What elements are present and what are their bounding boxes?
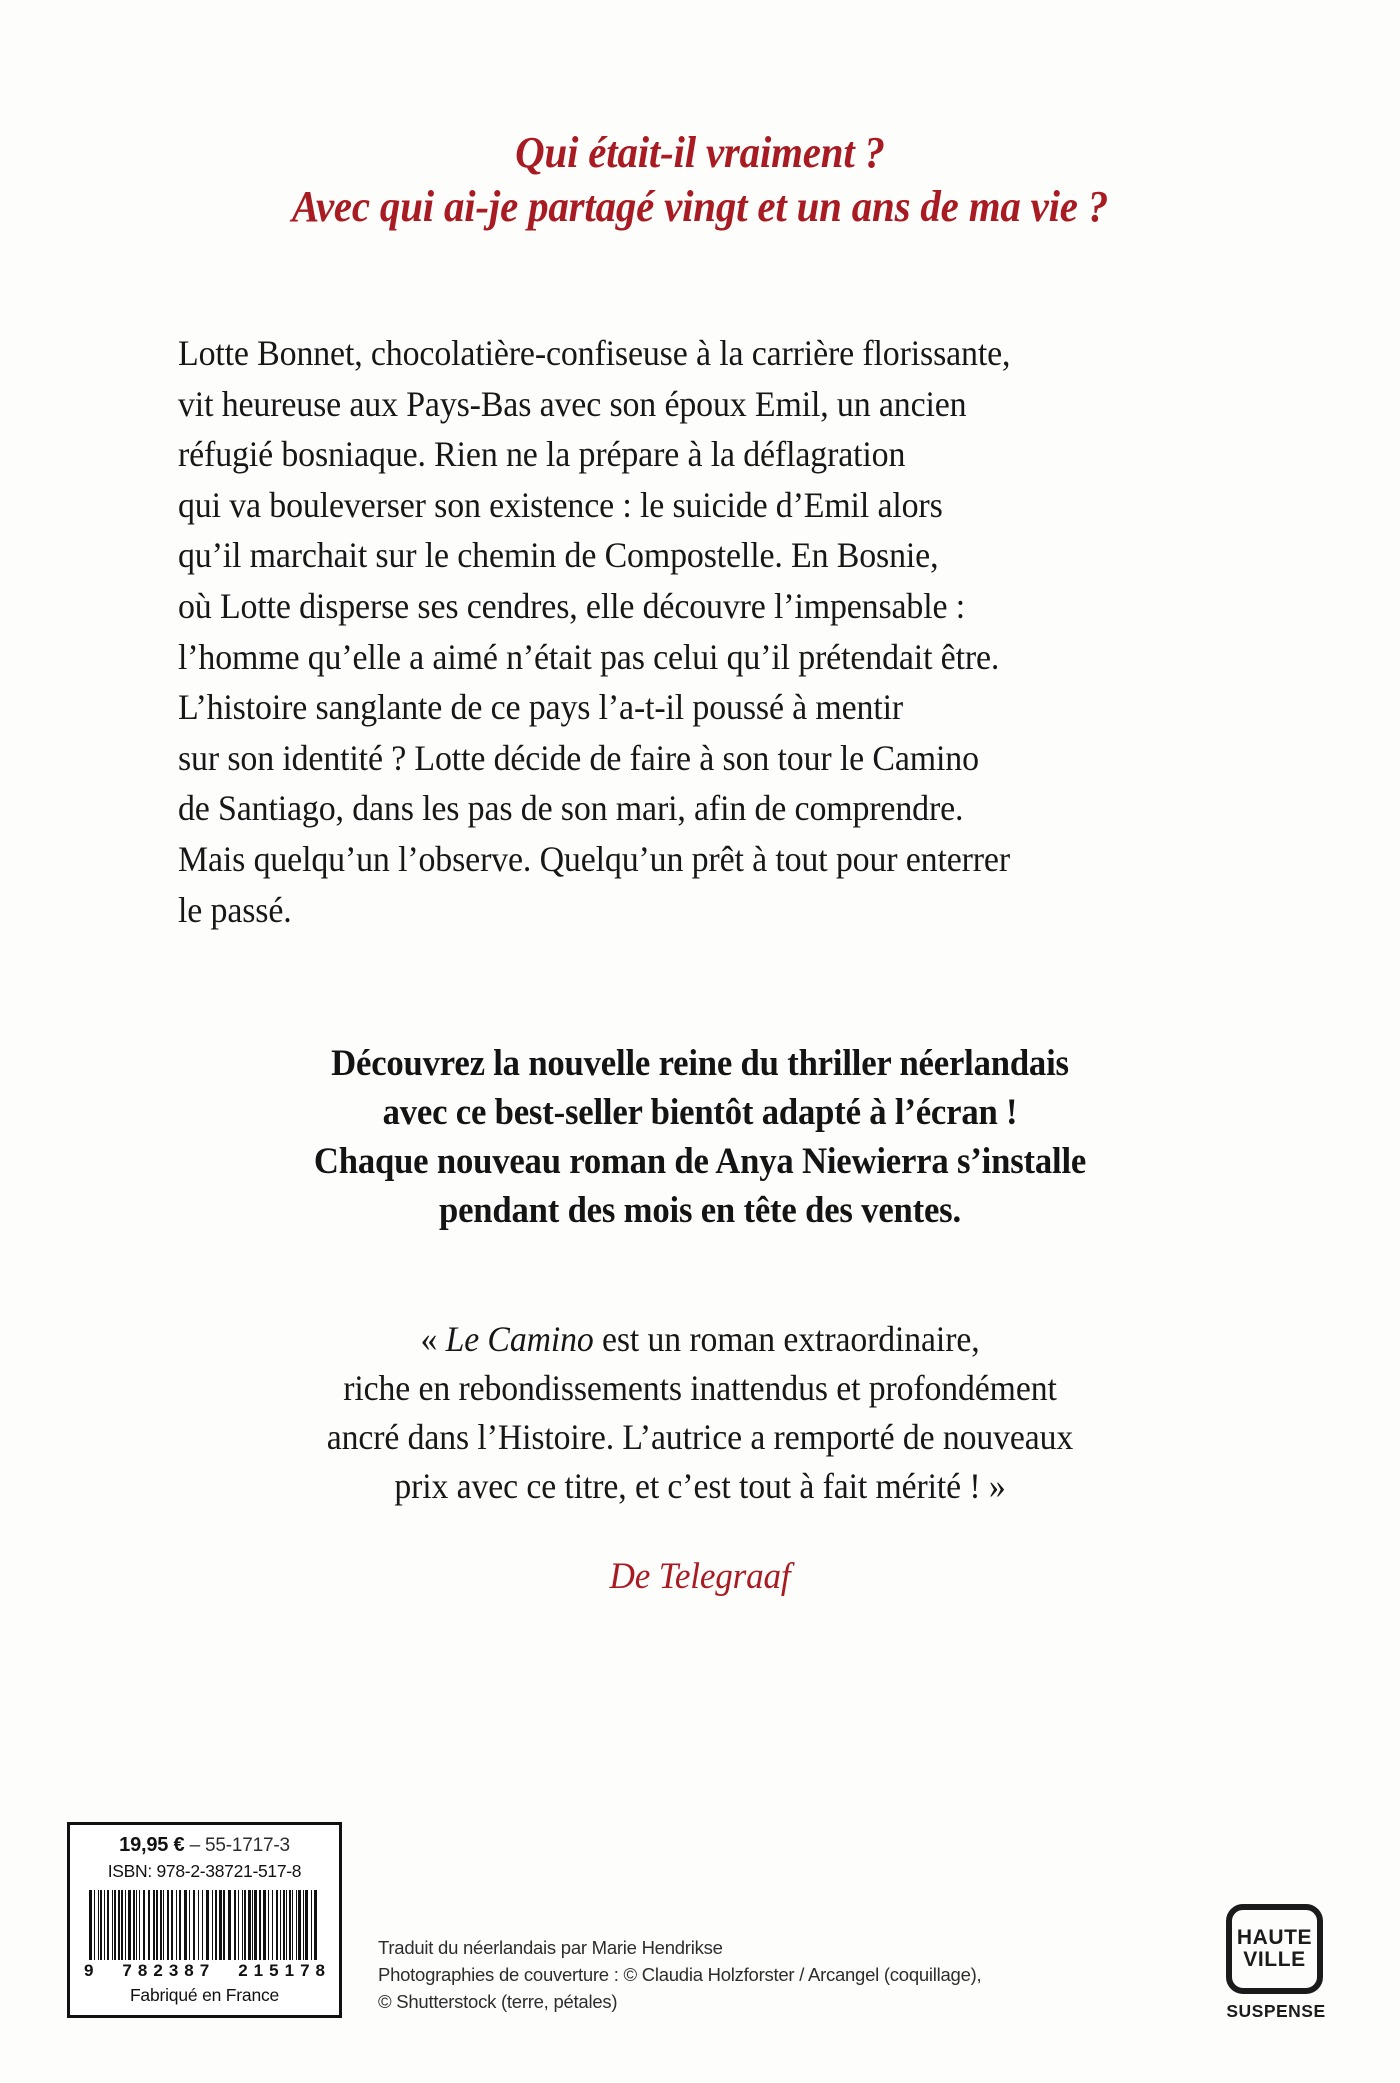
barcode-bar: [283, 1890, 285, 1960]
barcode-digits: [82, 1961, 327, 1981]
barcode-digit: 8: [137, 1961, 148, 1980]
barcode-bar: [212, 1890, 213, 1960]
cover-credits: [378, 1934, 1168, 2015]
barcode-bar: [184, 1890, 187, 1960]
barcode-bar: [89, 1890, 92, 1960]
barcode-bar: [114, 1890, 115, 1960]
quote-line-1: [178, 1315, 1223, 1364]
pitch-line: avec ce best-seller bientôt adapté à l’écran !: [382, 1091, 1018, 1132]
barcode-bar: [252, 1890, 253, 1960]
synopsis-line: l’homme qu’elle a aimé n’était pas celui qu’il prétendait être.: [178, 636, 1000, 677]
barcode-bar: [107, 1890, 109, 1960]
publisher-logo-mark: [1226, 1904, 1323, 1994]
headline-line-1: Qui était-il vraiment ?: [515, 128, 885, 177]
synopsis-line: le passé.: [178, 889, 292, 930]
barcode-bar: [104, 1890, 105, 1960]
barcode-digit-group: [238, 1961, 325, 1981]
barcode-bar: [263, 1890, 266, 1960]
pitch-line: Chaque nouveau roman de Anya Niewierra s’installe: [313, 1140, 1087, 1181]
synopsis-line: qui va bouleverser son existence : le suicide d’Emil alors: [178, 484, 943, 525]
headline-tagline: [179, 126, 1221, 233]
pitch-line: pendant des mois en tête des ventes.: [439, 1189, 961, 1230]
barcode-digit: 8: [315, 1961, 325, 1980]
barcode-bar: [228, 1890, 231, 1960]
barcode-bar: [238, 1890, 239, 1960]
barcode-bar: [259, 1890, 261, 1960]
price-value: 19,95 €: [119, 1834, 185, 1856]
barcode-bar: [242, 1890, 243, 1960]
barcode-bar: [100, 1890, 101, 1960]
barcode-bar: [118, 1890, 120, 1960]
publisher-name-line-1: HAUTE: [1236, 1925, 1313, 1949]
barcode-bar: [272, 1890, 273, 1960]
synopsis-line: vit heureuse aux Pays-Bas avec son époux Emil, un ancien: [178, 383, 967, 424]
publisher-name-line-2: VILLE: [1243, 1948, 1306, 1971]
barcode-bar: [98, 1890, 99, 1960]
barcode-digit-group: [84, 1961, 93, 1981]
barcode-bar: [202, 1890, 203, 1960]
opening-guillemet: «: [420, 1319, 446, 1359]
barcode-bar: [248, 1890, 251, 1960]
credit-line: © Shutterstock (terre, pétales): [378, 1991, 618, 2012]
barcode-bar: [276, 1890, 277, 1960]
price-row: [119, 1834, 290, 1857]
barcode-block: [67, 1822, 342, 2018]
barcode-bar: [176, 1890, 177, 1960]
barcode-bar: [136, 1890, 137, 1960]
credit-line: Photographies de couverture : © Claudia Holzforster / Arcangel (coquillage),: [378, 1964, 982, 1985]
barcode-digit-group: [122, 1961, 209, 1981]
barcode-bar: [121, 1890, 123, 1960]
isbn-value: ISBN: 978-2-38721-517-8: [107, 1861, 302, 1881]
barcode-bar: [311, 1890, 312, 1960]
barcode-bar: [215, 1890, 217, 1960]
barcode-bar: [198, 1890, 199, 1960]
barcode-bar: [143, 1890, 145, 1960]
synopsis-line: qu’il marchait sur le chemin de Compostelle. En Bosnie,: [178, 535, 939, 576]
marketing-pitch: [178, 1038, 1223, 1234]
quote-attribution: De Telegraaf: [609, 1556, 791, 1597]
barcode-bar: [133, 1890, 135, 1960]
barcode-bar: [292, 1890, 293, 1960]
barcode-bar: [171, 1890, 173, 1960]
internal-code: 55-1717-3: [205, 1835, 290, 1856]
barcode-bar: [193, 1890, 194, 1960]
barcode-bar: [160, 1890, 162, 1960]
synopsis-line: sur son identité ? Lotte décide de faire à son tour le Camino: [178, 737, 979, 778]
synopsis-line: Mais quelqu’un l’observe. Quelqu’un prêt à tout pour enterrer: [178, 838, 1010, 879]
publisher-imprint: SUSPENSE: [1226, 2001, 1326, 2021]
price-separator: –: [184, 1835, 206, 1856]
barcode-digit: 7: [122, 1961, 132, 1980]
barcode-bar: [305, 1890, 308, 1960]
barcode-bar: [179, 1890, 181, 1960]
barcode-bar: [112, 1890, 113, 1960]
barcode-bar: [280, 1890, 281, 1960]
barcode-bar: [163, 1890, 164, 1960]
barcode-bar: [219, 1890, 222, 1960]
barcode-digit: 9: [84, 1961, 94, 1980]
pitch-line: Découvrez la nouvelle reine du thriller néerlandais: [331, 1042, 1069, 1083]
barcode-bar: [125, 1890, 126, 1960]
barcode-digit: 5: [269, 1961, 279, 1980]
headline-line-2: Avec qui ai-je partagé vingt et un ans de ma vie ?: [291, 181, 1109, 231]
barcode-bar: [94, 1890, 95, 1960]
synopsis-paragraph: [178, 328, 1183, 935]
synopsis-line: de Santiago, dans les pas de son mari, afin de comprendre.: [178, 788, 964, 829]
barcode-bar: [167, 1890, 169, 1960]
synopsis-line: réfugié bosniaque. Rien ne la prépare à la déflagration: [178, 434, 906, 475]
barcode-bar: [254, 1890, 257, 1960]
barcode-digit: 1: [253, 1961, 264, 1980]
barcode-bar: [314, 1890, 317, 1960]
barcode-bar: [244, 1890, 246, 1960]
barcode-bar: [268, 1890, 269, 1960]
barcode-bar: [156, 1890, 157, 1960]
synopsis-line: Lotte Bonnet, chocolatière-confiseuse à la carrière florissante,: [178, 333, 1011, 373]
barcode-bar: [148, 1890, 149, 1960]
barcode-bar: [289, 1890, 290, 1960]
credit-line: Traduit du néerlandais par Marie Hendrikse: [378, 1937, 723, 1958]
barcode-bar: [298, 1890, 301, 1960]
quote-line: prix avec ce titre, et c’est tout à fait mérité ! »: [394, 1466, 1006, 1506]
quote-line: riche en rebondissements inattendus et profondément: [343, 1368, 1057, 1408]
quote-line: ancré dans l’Histoire. L’autrice a remporté de nouveaux: [326, 1417, 1074, 1457]
synopsis-line: où Lotte disperse ses cendres, elle découvre l’impensable :: [178, 585, 966, 626]
barcode-digit: 3: [168, 1961, 179, 1980]
made-in-label: Fabriqué en France: [129, 1985, 280, 2005]
barcode-bar: [296, 1890, 297, 1960]
barcode-bar: [286, 1890, 287, 1960]
book-title-italic: Le Camino: [445, 1319, 594, 1359]
barcode-bars: [89, 1890, 320, 1960]
barcode-bar: [223, 1890, 225, 1960]
barcode-bar: [139, 1890, 140, 1960]
press-review-quote: [178, 1315, 1223, 1511]
barcode-bar: [303, 1890, 304, 1960]
barcode-digit: 1: [284, 1961, 295, 1980]
barcode-bar: [206, 1890, 209, 1960]
barcode-bar: [153, 1890, 156, 1960]
barcode-digit: 2: [238, 1961, 248, 1980]
barcode-digit: 7: [199, 1961, 210, 1980]
barcode-bar: [128, 1890, 131, 1960]
barcode-digit: 2: [153, 1961, 163, 1980]
barcode-bar: [189, 1890, 190, 1960]
barcode-digit: 7: [300, 1961, 310, 1980]
barcode-bar: [234, 1890, 236, 1960]
synopsis-line: L’histoire sanglante de ce pays l’a-t-il poussé à mentir: [178, 687, 904, 728]
publisher-logo: [1226, 1904, 1326, 2022]
barcode-digit: 8: [184, 1961, 194, 1980]
quote-line-1-rest: est un roman extraordinaire,: [593, 1319, 980, 1359]
